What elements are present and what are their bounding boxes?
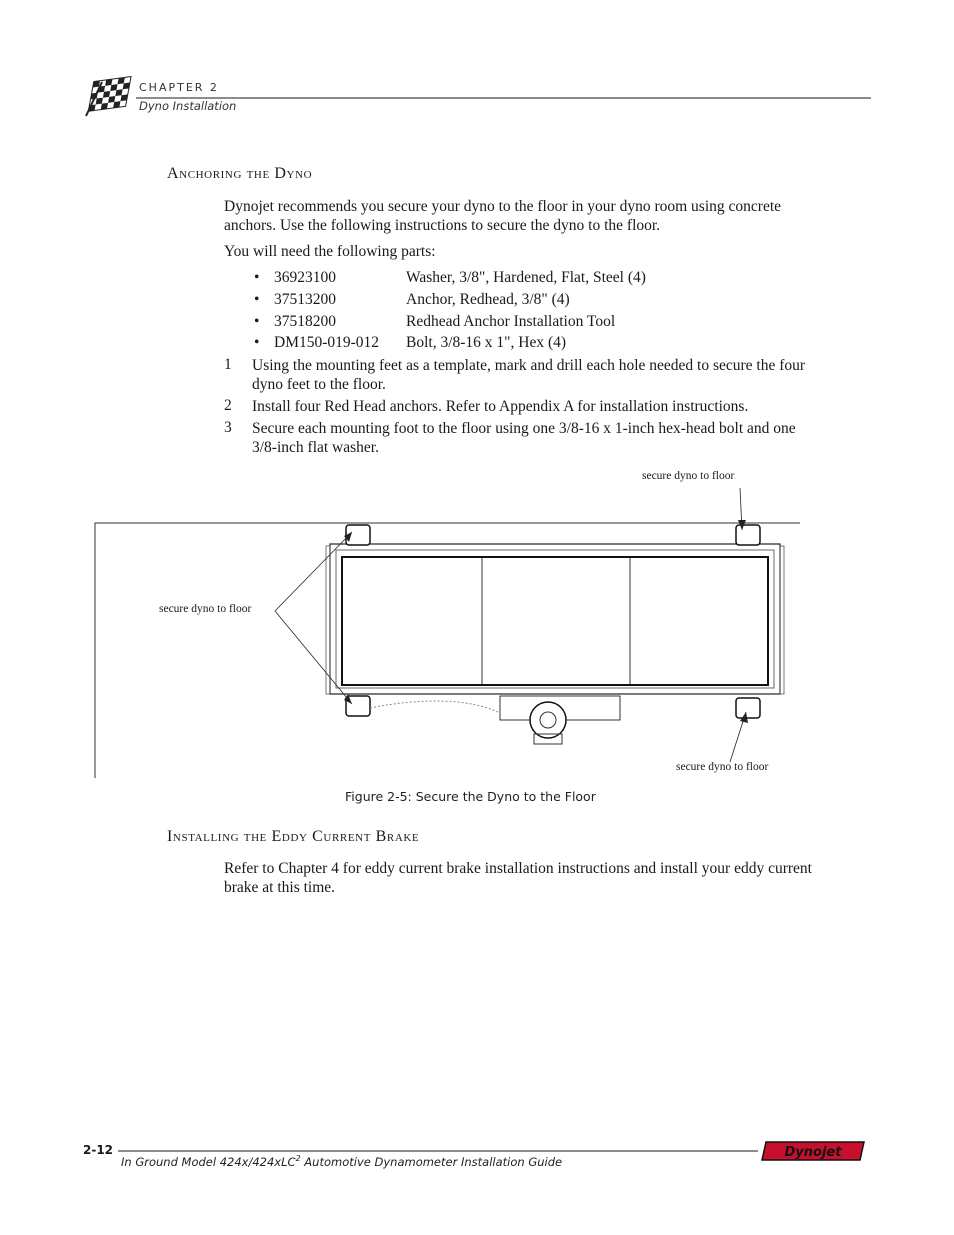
- footer-title: [121, 1154, 562, 1169]
- parts-intro: You will need the following parts:: [224, 243, 436, 260]
- part-description: Washer, 3/8", Hardened, Flat, Steel (4): [406, 269, 646, 286]
- part-description: Anchor, Redhead, 3/8" (4): [406, 291, 570, 308]
- part-description: Bolt, 3/8-16 x 1", Hex (4): [406, 334, 567, 351]
- step-text: Using the mounting feet as a template, mark and drill each hole needed to secure the four dyno feet to the floor.: [252, 357, 806, 393]
- header-rule: [136, 97, 871, 99]
- section-title-anchoring: Anchoring the Dyno: [167, 165, 313, 182]
- page-number: 2-12: [83, 1143, 114, 1157]
- bullet: •: [254, 291, 260, 308]
- part-description: Redhead Anchor Installation Tool: [406, 313, 616, 330]
- bullet: •: [254, 269, 260, 286]
- part-number: 37513200: [274, 291, 336, 308]
- callout-bottom-right: secure dyno to floor: [676, 761, 769, 773]
- part-number: 37518200: [274, 313, 336, 330]
- part-number: 36923100: [274, 269, 336, 286]
- step-number: 3: [224, 419, 232, 436]
- section-title-eddy: Installing the Eddy Current Brake: [167, 828, 420, 845]
- bullet: •: [254, 313, 260, 330]
- bullet: •: [254, 334, 260, 351]
- footer-title-superscript: 2: [295, 1154, 301, 1163]
- dynojet-logo: [760, 1140, 866, 1162]
- figure-caption: Figure 2-5: Secure the Dyno to the Floor: [345, 789, 596, 804]
- checkered-flag-icon: [80, 76, 136, 120]
- chapter-subtitle: Dyno Installation: [139, 99, 237, 113]
- chapter-label: CHAPTER 2: [139, 81, 219, 94]
- part-number: DM150-019-012: [274, 334, 380, 351]
- svg-text:Dynojet: Dynojet: [784, 1145, 842, 1160]
- dyno-floor-diagram: [90, 468, 810, 780]
- footer-rule: [118, 1150, 758, 1152]
- callout-left: secure dyno to floor: [159, 603, 252, 615]
- callout-top-right: secure dyno to floor: [642, 470, 735, 482]
- footer-title-prefix: In Ground Model 424x/424xLC: [121, 1154, 296, 1169]
- step-text: Secure each mounting foot to the floor using one 3/8-16 x 1-inch hex-head bolt and one 3/8-inch flat washer.: [252, 420, 796, 456]
- step-number: 1: [224, 356, 232, 373]
- step-number: 2: [224, 397, 232, 414]
- step-text: Install four Red Head anchors. Refer to Appendix A for installation instructions.: [252, 398, 749, 415]
- footer-title-suffix: Automotive Dynamometer Installation Guide: [300, 1154, 563, 1169]
- eddy-text: Refer to Chapter 4 for eddy current brake installation instructions and install your eddy current brake at this time.: [224, 860, 812, 896]
- anchoring-intro: Dynojet recommends you secure your dyno to the floor in your dyno room using concrete anchors. Use the following instructions to secure the dyno to the floor.: [224, 198, 782, 234]
